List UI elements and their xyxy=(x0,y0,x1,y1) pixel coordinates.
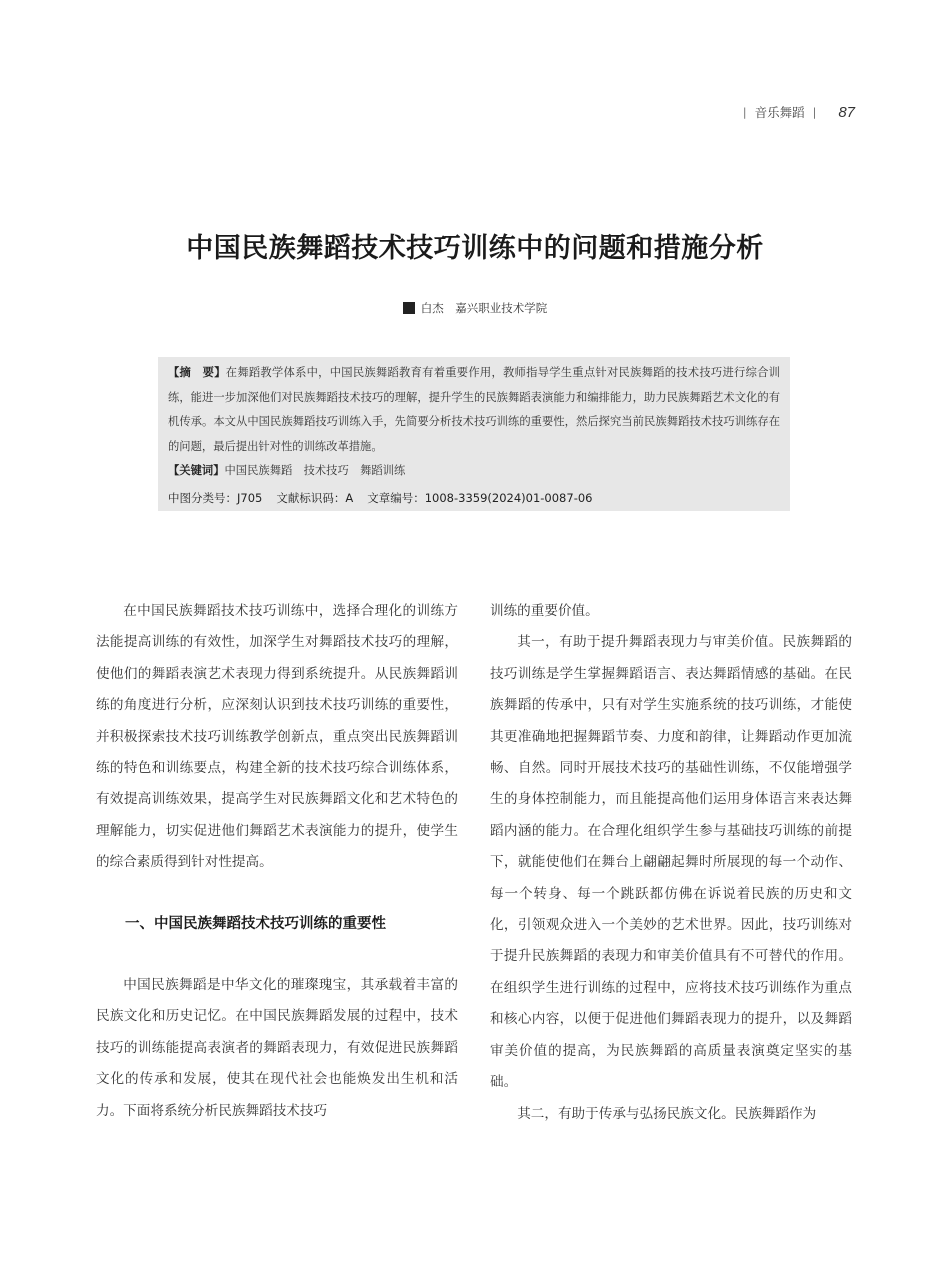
continued-paragraph: 训练的重要价值。 xyxy=(490,603,599,619)
body-paragraph: 中国民族舞蹈是中华文化的璀璨瑰宝，其承载着丰富的民族文化和历史记忆。在中国民族舞蹈发展的过程中，技术技巧的训练能提高表演者的舞蹈表现力，有效促进民族舞蹈文化的传承和发展，使其在现代社会也能焕发出生机和活力。下面将系统分析民族舞蹈技术技巧 xyxy=(96,977,458,1119)
left-column xyxy=(96,596,458,1127)
intro-paragraph: 在中国民族舞蹈技术技巧训练中，选择合理化的训练方法能提高训练的有效性，加深学生对舞蹈技术技巧的理解，使他们的舞蹈表演艺术表现力得到系统提升。从民族舞蹈训练的角度进行分析，应深刻认识到技术技巧训练的重要性，并积极探索技术技巧训练教学创新点，重点突出民族舞蹈训练的特色和训练要点，构建全新的技术技巧综合训练体系，有效提高训练效果，提高学生对民族舞蹈文化和艺术特色的理解能力，切实促进他们舞蹈艺术表演能力的提升，使学生的综合素质得到针对性提高。 xyxy=(96,603,458,871)
clc-number: 中图分类号：J705 xyxy=(168,490,263,505)
header-divider: | xyxy=(812,105,817,119)
document-code: 文献标识码：A xyxy=(276,490,354,505)
header-divider: | xyxy=(742,105,747,119)
body-paragraph: 其二，有助于传承与弘扬民族文化。民族舞蹈作为 xyxy=(517,1105,817,1122)
journal-section: 音乐舞蹈 xyxy=(754,105,805,120)
classification-line xyxy=(168,490,780,506)
abstract-label: 【摘 要】 xyxy=(168,366,226,379)
abstract-paragraph xyxy=(168,361,780,459)
author-affiliation: 白杰 嘉兴职业技术学院 xyxy=(420,301,548,315)
author-line xyxy=(0,300,950,316)
right-column xyxy=(490,596,852,1130)
author-marker-icon xyxy=(403,302,415,314)
keywords-line xyxy=(168,459,780,484)
abstract-text: 在舞蹈教学体系中，中国民族舞蹈教育有着重要作用，教师指导学生重点针对民族舞蹈的技术技巧进行综合训练，能进一步加深他们对民族舞蹈技术技巧的理解，提升学生的民族舞蹈表演能力和编排能力，助力民族舞蹈艺术文化的有机传承。本文从中国民族舞蹈技巧训练入手，先简要分析技术技巧训练的重要性，然后探究当前民族舞蹈技术技巧训练存在的问题，最后提出针对性的训练改革措施。 xyxy=(168,366,780,453)
abstract-box xyxy=(158,357,790,511)
article-number: 文章编号：1008-3359(2024)01-0087-06 xyxy=(367,490,593,505)
running-header xyxy=(743,102,855,122)
section-heading: 一、中国民族舞蹈技术技巧训练的重要性 xyxy=(125,915,386,932)
page-number: 87 xyxy=(838,103,855,121)
keywords-text: 中国民族舞蹈 技术技巧 舞蹈训练 xyxy=(224,464,406,477)
keywords-label: 【关键词】 xyxy=(168,464,225,477)
article-title: 中国民族舞蹈技术技巧训练中的问题和措施分析 xyxy=(186,233,764,264)
body-paragraph: 其一，有助于提升舞蹈表现力与审美价值。民族舞蹈的技巧训练是学生掌握舞蹈语言、表达舞蹈情感的基础。在民族舞蹈的传承中，只有对学生实施系统的技巧训练，才能使其更准确地把握舞蹈节奏、力度和韵律，让舞蹈动作更加流畅、自然。同时开展技术技巧的基础性训练，不仅能增强学生的身体控制能力，而且能提高他们运用身体语言来表达舞蹈内涵的能力。在合理化组织学生参与基础技巧训练的前提下，就能使他们在舞台上翩翩起舞时所展现的每一个动作、每一个转身、每一个跳跃都仿佛在诉说着民族的历史和文化，引领观众进入一个美妙的艺术世界。因此，技巧训练对于提升民族舞蹈的表现力和审美价值具有不可替代的作用。在组织学生进行训练的过程中，应将技术技巧训练作为重点和核心内容，以便于促进他们舞蹈表现力的提升，以及舞蹈审美价值的提高，为民族舞蹈的高质量表演奠定坚实的基础。 xyxy=(490,634,852,1091)
